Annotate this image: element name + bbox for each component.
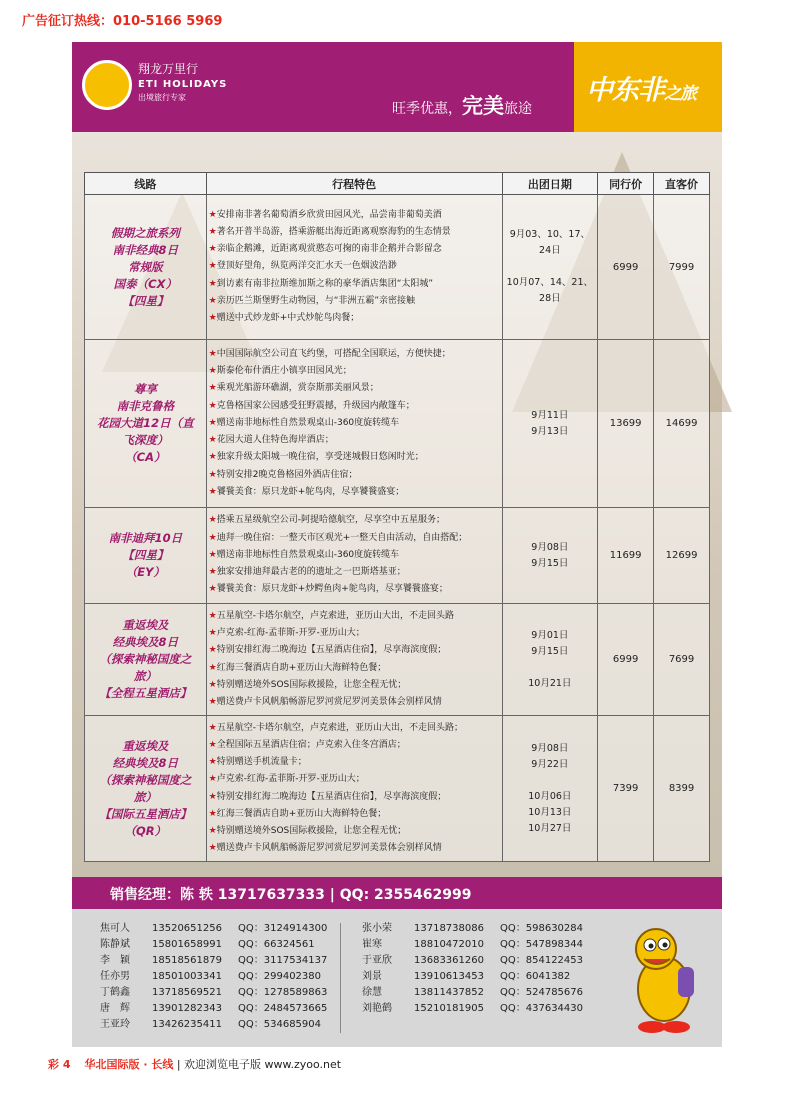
page-number: 彩 4 (48, 1058, 71, 1071)
feature-item: ★ 赠送南非地标性自然景观桌山-360度旋转缆车 (209, 415, 500, 432)
edition-label: 华北国际版 · 长线 (84, 1058, 174, 1071)
date-line: 10月06日 (528, 790, 572, 802)
feature-item: ★ 饕餮美食：原只龙虾+鸵鸟肉，尽享饕餮盛宴； (209, 484, 500, 501)
slogan-post: 旅途 (504, 101, 532, 117)
route-line: 常规版 (128, 259, 163, 274)
contact-name: 李 颖 (100, 955, 130, 966)
features-cell (206, 340, 502, 508)
date-line: 9月01日 (531, 629, 569, 641)
brand-block (138, 60, 227, 103)
table-row (85, 195, 710, 340)
kangaroo-mascot-icon (614, 919, 704, 1037)
table-row (85, 340, 710, 508)
date-line: 9月08日 (531, 541, 569, 553)
date-line: 10月07、14、21、 (506, 277, 594, 288)
banner-title (586, 68, 696, 107)
contact-qq: QQ：3124914300 (238, 923, 328, 934)
peer-price-cell: 6999 (598, 195, 654, 340)
contact-row (100, 919, 327, 935)
header-dates: 出团日期 (502, 173, 598, 195)
feature-item: ★ 五星航空-卡塔尔航空，卢克索进，亚历山大出，不走回头路； (209, 720, 500, 737)
banner-title-main: 中东非 (586, 75, 664, 106)
feature-item: ★ 迪拜一晚住宿：一整天市区观光+一整天自由活动，自由搭配； (209, 530, 500, 547)
banner-title-suffix: 之旅 (664, 84, 696, 104)
route-line: 尊享 (133, 382, 157, 396)
feature-item: ★ 赠送中式炒龙虾+中式炒鸵鸟肉餐； (209, 310, 500, 327)
direct-price-cell: 14699 (654, 340, 710, 508)
contact-qq: QQ：2484573665 (238, 1003, 328, 1014)
peer-price-cell: 13699 (598, 340, 654, 508)
welcome-text: | 欢迎浏览电子版 www.zyoo.net (176, 1058, 342, 1071)
table-header-row (85, 173, 710, 195)
route-line: 【全程五星酒店】 (99, 686, 192, 700)
feature-item: ★ 卢克索-红海-孟菲斯-开罗-亚历山大； (209, 771, 500, 788)
hotline-text: 广告征订热线：010-5166 5969 (22, 14, 223, 29)
date-line: 9月03、10、17、 (509, 229, 590, 240)
feature-item: ★ 到访素有南非拉斯维加斯之称的豪华酒店集团“太阳城” (209, 276, 500, 293)
feature-item: ★ 特别赠送手机流量卡； (209, 754, 500, 771)
contact-phone: 13718569521 (152, 987, 222, 998)
feature-item: ★ 登顶好望角，纵览两洋交汇水天一色烟波浩渺 (209, 258, 500, 275)
contact-phone: 13718738086 (414, 923, 484, 934)
feature-item: ★ 特别安排红海二晚海边【五星酒店住宿】，尽享海滨度假； (209, 789, 500, 806)
tour-table (84, 172, 710, 862)
feature-item: ★ 克鲁格国家公园感受狂野震撼，升级园内敞篷车； (209, 398, 500, 415)
contact-row (100, 999, 327, 1015)
contact-row (100, 951, 327, 967)
features-cell (206, 508, 502, 604)
contact-qq: QQ：1278589863 (238, 987, 328, 998)
features-cell (206, 716, 502, 862)
date-line (503, 259, 598, 275)
feature-item: ★ 赠送费卢卡风帆船畅游尼罗河赏尼罗河美景体会别样风情 (209, 840, 500, 857)
contact-row (100, 983, 327, 999)
feature-item: ★ 赠送南非地标性自然景观桌山-360度旋转缆车 (209, 547, 500, 564)
route-line: 假期之旅系列 (110, 225, 180, 240)
contact-phone: 18501003341 (152, 971, 222, 982)
direct-price-cell: 7999 (654, 195, 710, 340)
direct-price-cell: 7699 (654, 604, 710, 716)
route-line: 南非克鲁格 (116, 399, 175, 413)
feature-item: ★ 饕餮美食：原只龙虾+炒鳄鱼肉+鸵鸟肉，尽享饕餮盛宴； (209, 581, 500, 598)
contact-row (362, 983, 583, 999)
contact-row (362, 951, 583, 967)
feature-item: ★ 红海三餐酒店自助+亚历山大海鲜特色餐； (209, 660, 500, 677)
slogan (392, 90, 532, 120)
dates-cell (502, 604, 598, 716)
column-divider (340, 923, 341, 1033)
feature-item: ★ 全程国际五星酒店住宿；卢克索入住冬宫酒店； (209, 737, 500, 754)
slogan-big: 完美 (462, 94, 504, 118)
route-line: 旅） (133, 789, 157, 804)
feature-item: ★ 搭乘五星级航空公司-阿提哈德航空，尽享空中五星服务； (209, 512, 500, 529)
contact-qq: QQ：299402380 (238, 971, 322, 982)
contact-phone: 15801658991 (152, 939, 222, 950)
contact-phone: 13901282343 (152, 1003, 222, 1014)
route-line: 国泰（CX） (113, 276, 177, 291)
contact-row (362, 919, 583, 935)
page-footer (48, 1056, 341, 1072)
table-row (85, 604, 710, 716)
route-line: 旅） (133, 669, 157, 683)
date-line: 9月22日 (531, 758, 569, 770)
contact-name: 焦可人 (100, 923, 130, 934)
header-direct-price: 直客价 (654, 173, 710, 195)
feature-item: ★ 花园大道人住特色海岸酒店； (209, 432, 500, 449)
route-line: 经典埃及8日 (112, 635, 179, 649)
date-line: 24日 (539, 245, 561, 256)
title-box (574, 42, 722, 132)
header-peer-price: 同行价 (598, 173, 654, 195)
contact-name: 唐 辉 (100, 1003, 130, 1014)
contact-qq: QQ：6041382 (500, 971, 571, 982)
contacts-right-column (362, 919, 583, 1015)
feature-item: ★ 斯泰伦布什酒庄小镇享田园风光； (209, 363, 500, 380)
direct-price-cell: 8399 (654, 716, 710, 862)
feature-item: ★ 中国国际航空公司直飞约堡，可搭配全国联运，方便快捷； (209, 346, 500, 363)
slogan-pre: 旺季优惠， (392, 101, 462, 117)
contact-phone: 18810472010 (414, 939, 484, 950)
date-line: 9月11日 (531, 409, 569, 421)
contact-row (362, 967, 583, 983)
route-line: 【四星】 (122, 293, 169, 308)
sales-manager-line: 销售经理：陈 轶 13717637333 | QQ: 2355462999 (110, 887, 472, 903)
table-row (85, 508, 710, 604)
route-line: （探索神秘国度之 (99, 652, 192, 666)
date-line (503, 660, 598, 676)
feature-item: ★ 乘观光船游环礁湖，赏奈斯那美丽风景； (209, 380, 500, 397)
sales-bar (72, 877, 722, 909)
route-line: 【四星】 (122, 548, 169, 562)
dates-cell (502, 508, 598, 604)
date-line: 10月27日 (528, 822, 572, 834)
contact-phone: 13910613453 (414, 971, 484, 982)
feature-item: ★ 亲临企鹅滩，近距离观赏憨态可掬的南非企鹅并合影留念 (209, 241, 500, 258)
contact-phone: 15210181905 (414, 1003, 484, 1014)
contact-qq: QQ：534685904 (238, 1019, 322, 1030)
brand-name-en: ETI HOLIDAYS (138, 79, 228, 90)
peer-price-cell: 11699 (598, 508, 654, 604)
brand-tagline: 出境旅行专家 (138, 93, 186, 102)
contact-qq: QQ：3117534137 (238, 955, 328, 966)
route-line: 飞深度） (122, 433, 169, 447)
contact-qq: QQ：437634430 (500, 1003, 584, 1014)
date-line: 9月15日 (531, 557, 569, 569)
date-line: 10月13日 (528, 806, 572, 818)
route-line: 重返埃及 (122, 738, 169, 753)
route-line: （QR） (124, 823, 167, 838)
date-line: 9月13日 (531, 425, 569, 437)
contact-phone: 13426235411 (152, 1019, 222, 1030)
route-cell (85, 508, 207, 604)
route-cell (85, 195, 207, 340)
route-line: 经典埃及8日 (112, 755, 179, 770)
route-line: 重返埃及 (122, 618, 169, 632)
features-cell (206, 195, 502, 340)
feature-item: ★ 卢克索-红海-孟菲斯-开罗-亚历山大； (209, 625, 500, 642)
feature-item: ★ 特别安排2晚克鲁格园外酒店住宿； (209, 467, 500, 484)
route-cell (85, 340, 207, 508)
route-cell (85, 604, 207, 716)
header-banner (72, 42, 722, 132)
contacts-left-column (100, 919, 327, 1031)
contact-row (100, 1015, 327, 1031)
contact-phone: 13811437852 (414, 987, 484, 998)
feature-item: ★ 亲历匹兰斯堡野生动物园，与“非洲五霸”亲密接触 (209, 293, 500, 310)
header-route: 线路 (85, 173, 207, 195)
route-line: （EY） (125, 565, 165, 579)
feature-item: ★ 赠送费卢卡风帆船畅游尼罗河赏尼罗河美景体会别样风情 (209, 694, 500, 711)
brand-name-cn: 翔龙万里行 (138, 62, 199, 76)
contact-phone: 13683361260 (414, 955, 484, 966)
contact-name: 崔寒 (362, 939, 382, 950)
feature-item: ★ 独家升级太阳城一晚住宿，享受迷城假日悠闲时光； (209, 449, 500, 466)
table-row (85, 716, 710, 862)
dates-cell (502, 716, 598, 862)
feature-item: ★ 特别赠送境外SOS国际救援险，让您全程无忧； (209, 677, 500, 694)
contact-name: 任亦男 (100, 971, 130, 982)
contact-name: 刘景 (362, 971, 382, 982)
contact-qq: QQ：854122453 (500, 955, 584, 966)
contact-qq: QQ：547898344 (500, 939, 584, 950)
route-line: （CA） (125, 450, 166, 464)
contact-name: 于亚欣 (362, 955, 392, 966)
peer-price-cell: 6999 (598, 604, 654, 716)
contact-name: 王亚玲 (100, 1019, 130, 1030)
contact-row (362, 999, 583, 1015)
feature-item: ★ 著名开普半岛游，搭乘游艇出海近距离观察海豹的生态情景 (209, 224, 500, 241)
contact-name: 刘艳鹤 (362, 1003, 392, 1014)
route-line: 花园大道12日（直 (97, 416, 194, 430)
direct-price-cell: 12699 (654, 508, 710, 604)
contact-qq: QQ：66324561 (238, 939, 315, 950)
date-line (503, 773, 598, 789)
contact-qq: QQ：524785676 (500, 987, 584, 998)
contact-name: 陈静斌 (100, 939, 130, 950)
route-cell (85, 716, 207, 862)
dates-cell (502, 340, 598, 508)
mascot-logo-icon (82, 60, 132, 110)
contact-row (100, 935, 327, 951)
feature-item: ★ 安排南非著名葡萄酒乡欣赏田园风光，品尝南非葡萄美酒 (209, 207, 500, 224)
feature-item: ★ 特别赠送境外SOS国际救援险，让您全程无忧； (209, 823, 500, 840)
route-line: （探索神秘国度之 (99, 772, 192, 787)
header-features: 行程特色 (206, 173, 502, 195)
feature-item: ★ 特别安排红海二晚海边【五星酒店住宿】，尽享海滨度假； (209, 642, 500, 659)
contact-name: 徐慧 (362, 987, 382, 998)
feature-item: ★ 五星航空-卡塔尔航空，卢克索进，亚历山大出，不走回头路 (209, 608, 500, 625)
feature-item: ★ 红海三餐酒店自助+亚历山大海鲜特色餐； (209, 806, 500, 823)
contact-row (100, 967, 327, 983)
route-line: 【国际五星酒店】 (99, 806, 192, 821)
contacts-panel (72, 909, 722, 1047)
date-line: 28日 (539, 293, 561, 304)
peer-price-cell: 7399 (598, 716, 654, 862)
contact-phone: 18518561879 (152, 955, 222, 966)
date-line: 9月15日 (531, 645, 569, 657)
contact-row (362, 935, 583, 951)
contact-name: 张小荣 (362, 923, 392, 934)
features-cell (206, 604, 502, 716)
contact-qq: QQ：598630284 (500, 923, 584, 934)
route-line: 南非迪拜10日 (108, 531, 183, 545)
dates-cell (502, 195, 598, 340)
contact-phone: 13520651256 (152, 923, 222, 934)
contact-name: 丁鹤鑫 (100, 987, 130, 998)
date-line: 10月21日 (528, 677, 572, 689)
date-line: 9月08日 (531, 742, 569, 754)
route-line: 南非经典8日 (112, 242, 179, 257)
feature-item: ★ 独家安排迪拜最古老的的遗址之一巴斯塔基亚； (209, 564, 500, 581)
